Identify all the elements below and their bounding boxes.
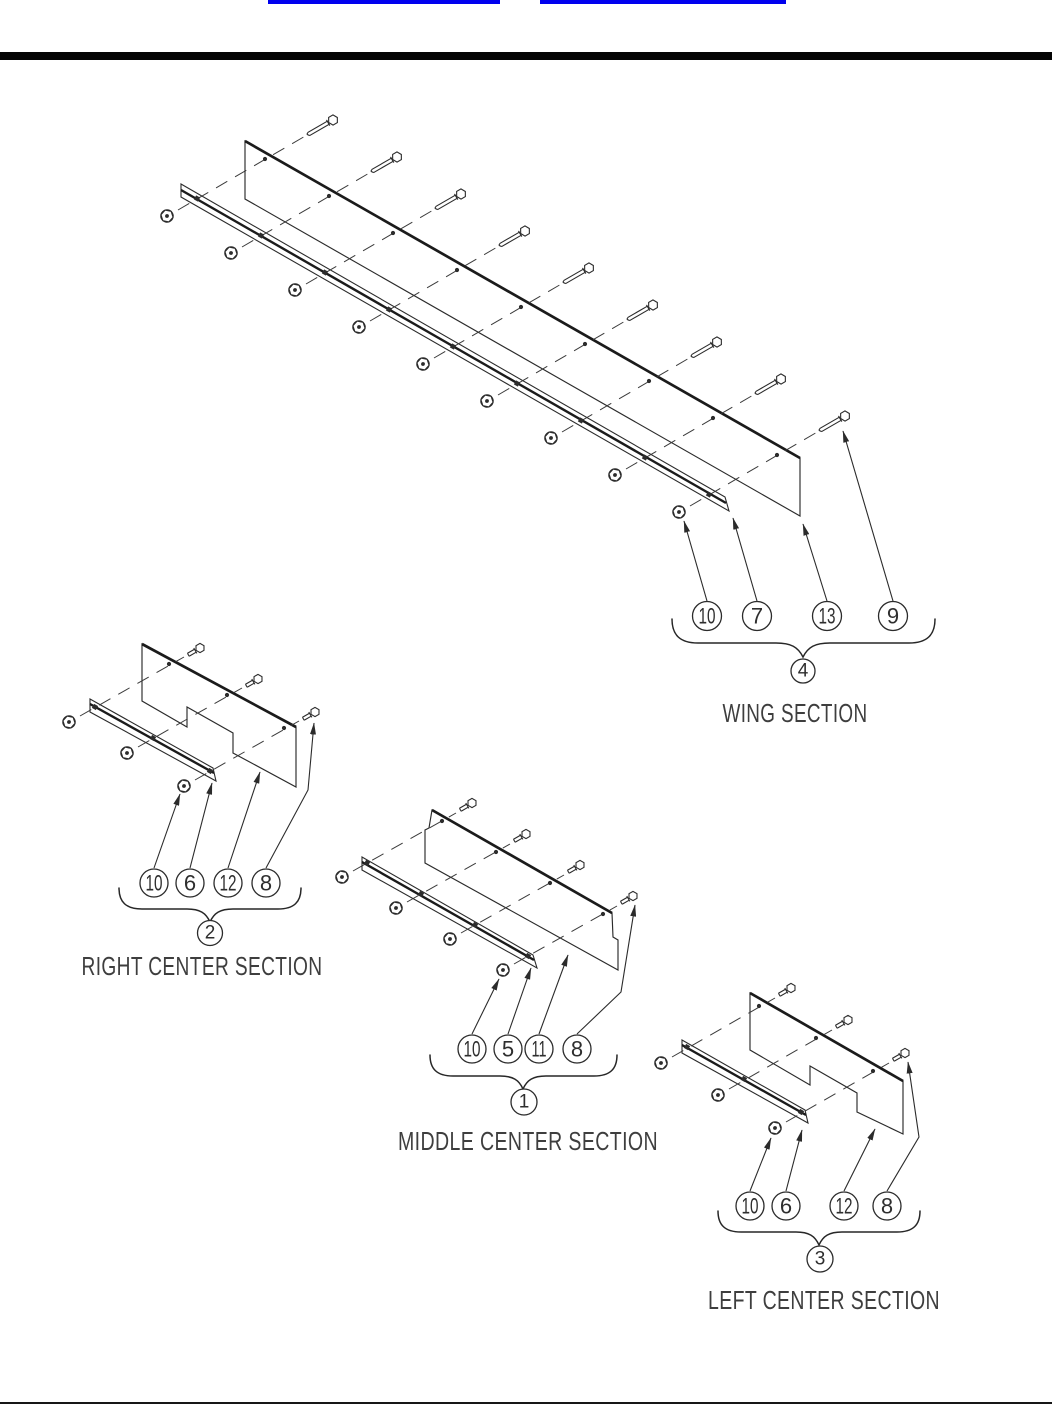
callout-10 [458, 1035, 486, 1063]
svg-text:8: 8 [570, 1036, 584, 1062]
svg-text:12: 12 [219, 870, 237, 896]
section-label: LEFT CENTER SECTION [708, 1285, 940, 1315]
flange-nut-icon [177, 779, 192, 794]
plate-hole [167, 662, 171, 666]
flange-nut-icon [416, 357, 431, 372]
leader-line [228, 772, 260, 868]
flange-nut-icon [335, 870, 350, 885]
svg-text:10: 10 [145, 870, 163, 896]
callout-10 [140, 869, 168, 897]
svg-text:8: 8 [880, 1193, 894, 1219]
hex-bolt-icon [689, 336, 724, 361]
leader-line [733, 518, 757, 601]
callout-5 [494, 1035, 522, 1063]
svg-text:8: 8 [259, 870, 273, 896]
hex-bolt-icon [566, 859, 586, 875]
callout-11 [525, 1035, 553, 1063]
plate-hole [871, 1069, 875, 1073]
section-label: WING SECTION [722, 698, 868, 728]
hex-bolt-icon [753, 373, 788, 398]
svg-text:10: 10 [463, 1036, 481, 1062]
callout-10 [736, 1192, 764, 1220]
flange-nut-icon [544, 431, 559, 446]
flange-nut-icon [672, 505, 687, 520]
flange-nut-icon [711, 1088, 726, 1103]
svg-text:6: 6 [779, 1193, 793, 1219]
leader-line [843, 431, 893, 601]
svg-text:6: 6 [183, 870, 197, 896]
svg-text:7: 7 [750, 603, 764, 629]
svg-text:1: 1 [518, 1091, 530, 1113]
hex-bolt-icon [891, 1047, 911, 1063]
hex-bolt-icon [433, 188, 468, 213]
leader-line [539, 955, 568, 1034]
plate-hole [225, 693, 229, 697]
left-center-section [654, 982, 940, 1315]
callout-6 [176, 869, 204, 897]
hex-bolt-icon [777, 982, 797, 998]
svg-text:9: 9 [886, 603, 900, 629]
svg-text:2: 2 [204, 922, 216, 944]
group-callout [511, 1089, 537, 1115]
hex-bolt-icon [834, 1014, 854, 1030]
plate-hole [583, 342, 587, 346]
callout-9 [879, 602, 908, 631]
callout-8 [873, 1192, 901, 1220]
svg-text:12: 12 [835, 1193, 853, 1219]
leader-line [472, 979, 499, 1034]
leader-line [684, 521, 707, 601]
plate-hole [440, 819, 444, 823]
flange-nut-icon [389, 901, 404, 916]
svg-text:10: 10 [698, 603, 716, 629]
group-callout [807, 1246, 833, 1272]
leader-line [803, 524, 827, 601]
section-label: MIDDLE CENTER SECTION [398, 1126, 658, 1156]
wing-section [160, 114, 935, 728]
plate-hole [601, 912, 605, 916]
svg-text:13: 13 [818, 603, 836, 629]
flange-nut-icon [62, 715, 77, 730]
group-callout [198, 921, 223, 946]
leader-line [786, 1130, 802, 1191]
svg-text:5: 5 [501, 1036, 515, 1062]
plate-hole [494, 850, 498, 854]
callout-12 [214, 869, 242, 897]
section-label: RIGHT CENTER SECTION [81, 951, 323, 981]
plate-hole [548, 881, 552, 885]
plate-hole [775, 453, 779, 457]
plate-hole [391, 231, 395, 235]
plate-hole [455, 268, 459, 272]
middle-center-section [335, 797, 658, 1156]
hex-bolt-icon [244, 673, 264, 689]
leader-line [154, 794, 180, 868]
flange-nut-icon [443, 932, 458, 947]
flange-nut-icon [288, 283, 303, 298]
plate-hole [814, 1036, 818, 1040]
plate-hole [711, 416, 715, 420]
group-brace [430, 1055, 617, 1089]
callout-7 [743, 602, 772, 631]
flange-nut-icon [608, 468, 623, 483]
callout-10 [693, 602, 722, 631]
plate-hole [757, 1004, 761, 1008]
wing-wear-plate-edge [245, 141, 800, 458]
hex-bolt-icon [301, 706, 321, 722]
hex-bolt-icon [369, 151, 404, 176]
plate-hole [263, 157, 267, 161]
leader-line [844, 1129, 875, 1191]
hex-bolt-icon [817, 410, 852, 435]
flange-nut-icon [224, 246, 239, 261]
flange-nut-icon [480, 394, 495, 409]
group-callout [791, 659, 815, 683]
plate-hole [647, 379, 651, 383]
callout-6 [772, 1192, 800, 1220]
flange-nut-icon [120, 746, 135, 761]
svg-text:10: 10 [741, 1193, 759, 1219]
hex-bolt-icon [512, 828, 532, 844]
hex-bolt-icon [625, 299, 660, 324]
hex-bolt-icon [458, 797, 478, 813]
right-center-section [62, 642, 323, 981]
flange-nut-icon [496, 963, 511, 978]
flange-nut-icon [654, 1056, 669, 1071]
callout-12 [830, 1192, 858, 1220]
callout-8 [563, 1035, 591, 1063]
callout-8 [252, 869, 280, 897]
hex-bolt-icon [497, 225, 532, 250]
footer-divider [0, 1402, 1052, 1404]
leader-line [750, 1138, 771, 1191]
leader-line [508, 968, 531, 1034]
hex-bolt-icon [619, 890, 639, 906]
hex-bolt-icon [561, 262, 596, 287]
svg-text:3: 3 [814, 1248, 826, 1270]
callout-13 [813, 602, 842, 631]
flange-nut-icon [160, 209, 175, 224]
leader-line [190, 783, 212, 868]
plate-hole [519, 305, 523, 309]
svg-text:4: 4 [797, 660, 809, 682]
svg-text:11: 11 [531, 1036, 547, 1062]
plate-hole [327, 194, 331, 198]
flange-nut-icon [768, 1121, 783, 1136]
hex-bolt-icon [305, 114, 340, 139]
flange-nut-icon [352, 320, 367, 335]
hex-bolt-icon [186, 642, 206, 658]
plate-hole [282, 726, 286, 730]
